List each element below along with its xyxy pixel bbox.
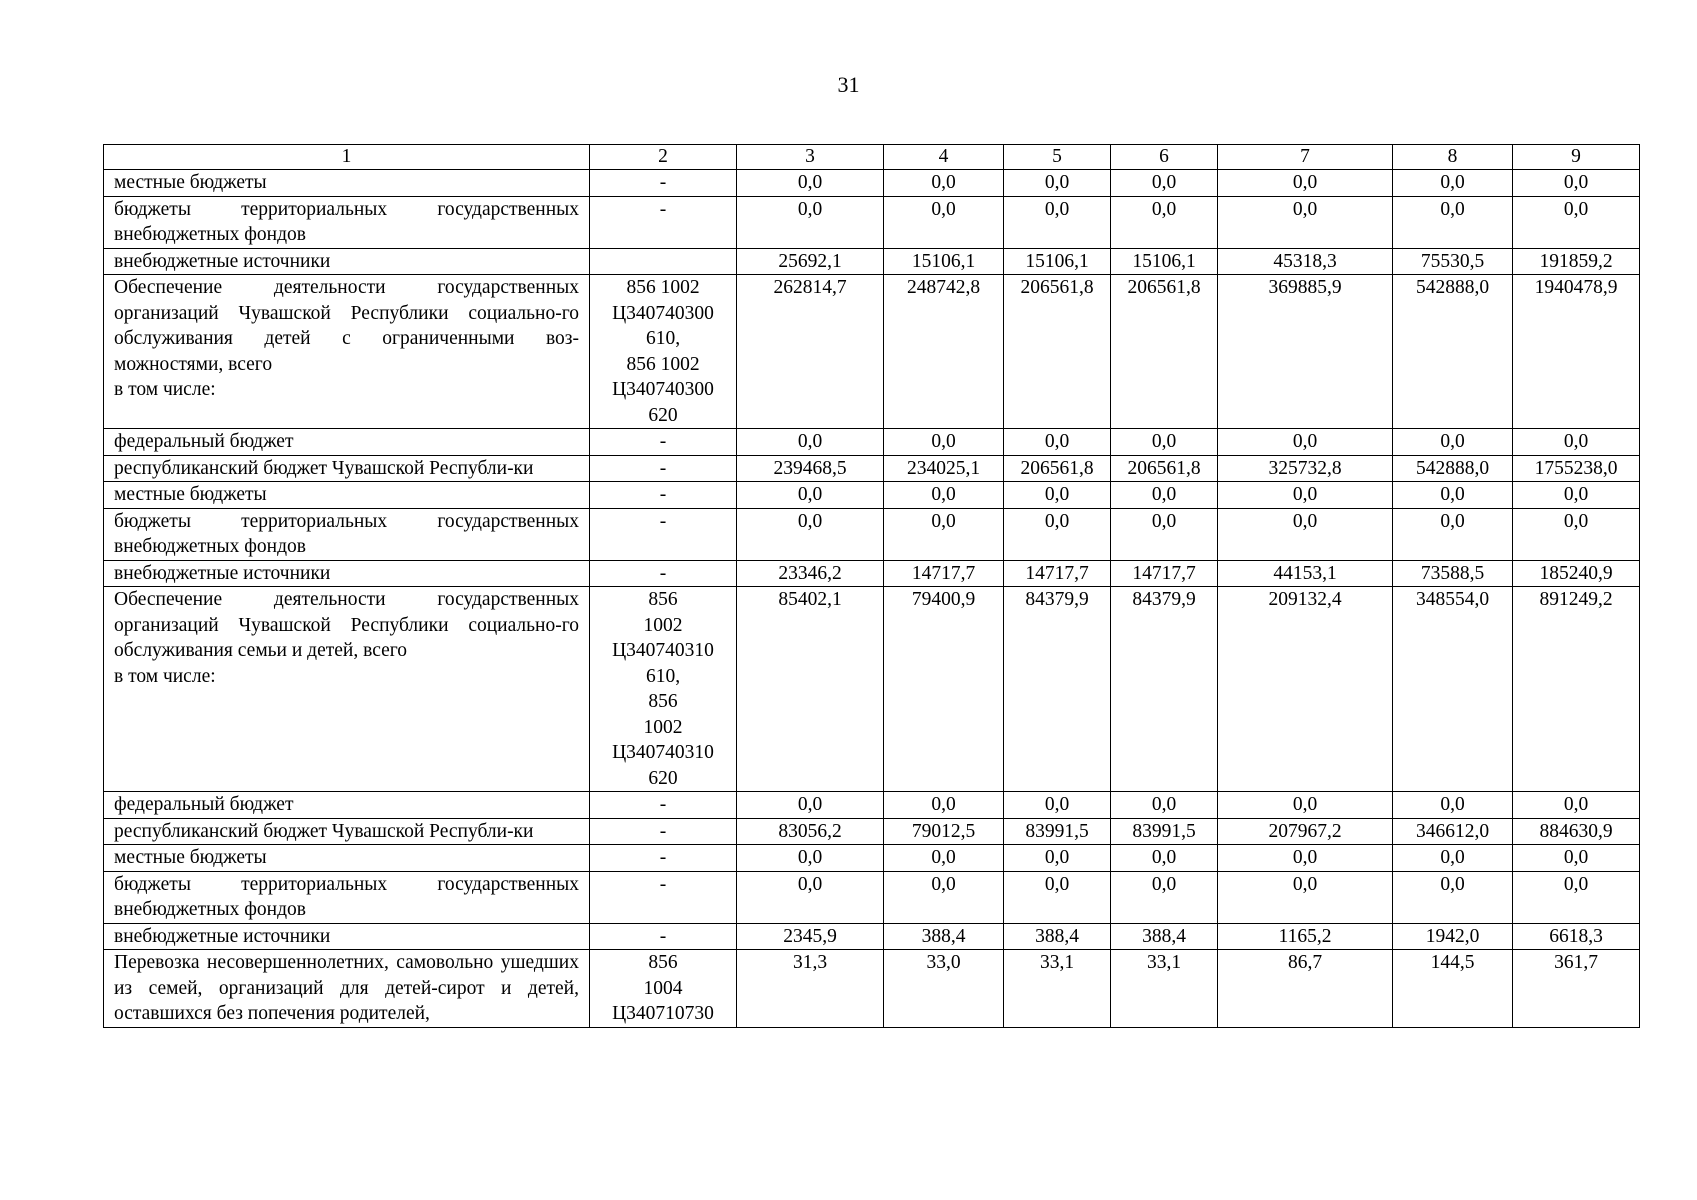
table-body [104, 170, 1640, 1028]
row-description: федеральный бюджет [104, 429, 590, 456]
row-description: Перевозка несовершеннолетних, самовольно ушедших из семей, организаций для детей-сирот и детей, оставшихся без попечения родителей, [104, 950, 590, 1028]
value-col-8: 1942,0 [1393, 923, 1513, 950]
value-col-7: 44153,1 [1218, 560, 1393, 587]
table-row [104, 560, 1640, 587]
value-col-8: 542888,0 [1393, 455, 1513, 482]
value-col-8: 75530,5 [1393, 248, 1513, 275]
value-col-6: 0,0 [1111, 845, 1218, 872]
value-col-9: 0,0 [1513, 482, 1640, 509]
row-description: республиканский бюджет Чувашской Республи-ки [104, 455, 590, 482]
budget-code: 856 1002 Ц340740300 610, 856 1002 Ц340740300 620 [590, 275, 737, 429]
value-col-8: 0,0 [1393, 429, 1513, 456]
value-col-6: 0,0 [1111, 482, 1218, 509]
budget-code: - [590, 429, 737, 456]
value-col-5: 84379,9 [1004, 587, 1111, 792]
column-header-7: 7 [1218, 145, 1393, 170]
budget-code: - [590, 170, 737, 197]
budget-code: - [590, 871, 737, 923]
table-row [104, 482, 1640, 509]
value-col-9: 891249,2 [1513, 587, 1640, 792]
value-col-4: 0,0 [884, 170, 1004, 197]
value-col-6: 206561,8 [1111, 455, 1218, 482]
value-col-5: 206561,8 [1004, 455, 1111, 482]
value-col-4: 388,4 [884, 923, 1004, 950]
table-row [104, 845, 1640, 872]
value-col-8: 542888,0 [1393, 275, 1513, 429]
value-col-9: 884630,9 [1513, 818, 1640, 845]
budget-code: - [590, 196, 737, 248]
value-col-4: 0,0 [884, 429, 1004, 456]
table-row [104, 923, 1640, 950]
value-col-4: 15106,1 [884, 248, 1004, 275]
budget-code: 856 1002 Ц340740310 610, 856 1002 Ц340740310 620 [590, 587, 737, 792]
column-header-1: 1 [104, 145, 590, 170]
value-col-7: 86,7 [1218, 950, 1393, 1028]
row-description: республиканский бюджет Чувашской Республи-ки [104, 818, 590, 845]
row-description: бюджеты территориальных государственных внебюджетных фондов [104, 196, 590, 248]
value-col-5: 14717,7 [1004, 560, 1111, 587]
table-row [104, 429, 1640, 456]
value-col-3: 83056,2 [737, 818, 884, 845]
value-col-9: 0,0 [1513, 871, 1640, 923]
value-col-7: 0,0 [1218, 482, 1393, 509]
value-col-6: 15106,1 [1111, 248, 1218, 275]
row-description: внебюджетные источники [104, 923, 590, 950]
value-col-3: 0,0 [737, 792, 884, 819]
value-col-8: 0,0 [1393, 871, 1513, 923]
table-row [104, 248, 1640, 275]
value-col-5: 0,0 [1004, 792, 1111, 819]
value-col-6: 0,0 [1111, 196, 1218, 248]
value-col-9: 1755238,0 [1513, 455, 1640, 482]
table-row [104, 508, 1640, 560]
value-col-3: 85402,1 [737, 587, 884, 792]
value-col-3: 0,0 [737, 508, 884, 560]
value-col-3: 23346,2 [737, 560, 884, 587]
page-number: 31 [837, 72, 860, 97]
value-col-6: 83991,5 [1111, 818, 1218, 845]
value-col-3: 239468,5 [737, 455, 884, 482]
value-col-8: 348554,0 [1393, 587, 1513, 792]
value-col-4: 0,0 [884, 871, 1004, 923]
value-col-5: 206561,8 [1004, 275, 1111, 429]
value-col-7: 209132,4 [1218, 587, 1393, 792]
budget-code: 856 1004 Ц340710730 [590, 950, 737, 1028]
value-col-3: 25692,1 [737, 248, 884, 275]
value-col-7: 0,0 [1218, 196, 1393, 248]
budget-code: - [590, 923, 737, 950]
value-col-8: 0,0 [1393, 170, 1513, 197]
value-col-5: 0,0 [1004, 845, 1111, 872]
value-col-5: 0,0 [1004, 196, 1111, 248]
value-col-6: 0,0 [1111, 871, 1218, 923]
table-row [104, 275, 1640, 429]
value-col-3: 31,3 [737, 950, 884, 1028]
value-col-7: 45318,3 [1218, 248, 1393, 275]
value-col-6: 0,0 [1111, 508, 1218, 560]
value-col-9: 0,0 [1513, 429, 1640, 456]
budget-code: - [590, 560, 737, 587]
row-description: бюджеты территориальных государственных внебюджетных фондов [104, 871, 590, 923]
value-col-7: 0,0 [1218, 170, 1393, 197]
value-col-3: 0,0 [737, 845, 884, 872]
row-description: местные бюджеты [104, 845, 590, 872]
value-col-5: 0,0 [1004, 871, 1111, 923]
row-description: бюджеты территориальных государственных внебюджетных фондов [104, 508, 590, 560]
value-col-5: 388,4 [1004, 923, 1111, 950]
value-col-4: 0,0 [884, 508, 1004, 560]
value-col-9: 185240,9 [1513, 560, 1640, 587]
value-col-3: 0,0 [737, 196, 884, 248]
value-col-7: 0,0 [1218, 792, 1393, 819]
value-col-4: 0,0 [884, 196, 1004, 248]
value-col-9: 0,0 [1513, 508, 1640, 560]
value-col-3: 0,0 [737, 482, 884, 509]
value-col-3: 0,0 [737, 871, 884, 923]
value-col-8: 0,0 [1393, 482, 1513, 509]
value-col-6: 388,4 [1111, 923, 1218, 950]
value-col-8: 144,5 [1393, 950, 1513, 1028]
value-col-9: 0,0 [1513, 170, 1640, 197]
value-col-6: 0,0 [1111, 170, 1218, 197]
budget-code: - [590, 792, 737, 819]
value-col-8: 73588,5 [1393, 560, 1513, 587]
budget-code: - [590, 455, 737, 482]
budget-code: - [590, 508, 737, 560]
value-col-9: 6618,3 [1513, 923, 1640, 950]
value-col-3: 2345,9 [737, 923, 884, 950]
value-col-9: 1940478,9 [1513, 275, 1640, 429]
column-header-6: 6 [1111, 145, 1218, 170]
column-header-4: 4 [884, 145, 1004, 170]
table-row [104, 587, 1640, 792]
column-header-3: 3 [737, 145, 884, 170]
row-description: Обеспечение деятельности государственных организаций Чувашской Республики социально-го обслуживания семьи и детей, всего в том числе: [104, 587, 590, 792]
value-col-4: 79012,5 [884, 818, 1004, 845]
value-col-5: 83991,5 [1004, 818, 1111, 845]
column-header-9: 9 [1513, 145, 1640, 170]
budget-code: - [590, 845, 737, 872]
value-col-4: 0,0 [884, 792, 1004, 819]
table-row [104, 196, 1640, 248]
value-col-9: 361,7 [1513, 950, 1640, 1028]
value-col-4: 79400,9 [884, 587, 1004, 792]
value-col-5: 0,0 [1004, 170, 1111, 197]
value-col-4: 0,0 [884, 845, 1004, 872]
value-col-9: 0,0 [1513, 792, 1640, 819]
value-col-7: 369885,9 [1218, 275, 1393, 429]
value-col-8: 0,0 [1393, 196, 1513, 248]
value-col-5: 15106,1 [1004, 248, 1111, 275]
value-col-7: 207967,2 [1218, 818, 1393, 845]
value-col-4: 248742,8 [884, 275, 1004, 429]
row-description: местные бюджеты [104, 482, 590, 509]
value-col-8: 346612,0 [1393, 818, 1513, 845]
value-col-3: 262814,7 [737, 275, 884, 429]
value-col-7: 0,0 [1218, 508, 1393, 560]
table-row [104, 950, 1640, 1028]
budget-code: - [590, 482, 737, 509]
column-header-5: 5 [1004, 145, 1111, 170]
value-col-6: 0,0 [1111, 792, 1218, 819]
value-col-7: 0,0 [1218, 429, 1393, 456]
value-col-7: 0,0 [1218, 845, 1393, 872]
value-col-5: 33,1 [1004, 950, 1111, 1028]
value-col-6: 0,0 [1111, 429, 1218, 456]
budget-table [103, 144, 1640, 1028]
table-row [104, 871, 1640, 923]
value-col-5: 0,0 [1004, 429, 1111, 456]
value-col-8: 0,0 [1393, 508, 1513, 560]
column-header-8: 8 [1393, 145, 1513, 170]
value-col-6: 84379,9 [1111, 587, 1218, 792]
value-col-4: 234025,1 [884, 455, 1004, 482]
row-description: федеральный бюджет [104, 792, 590, 819]
table-row [104, 792, 1640, 819]
table-row [104, 455, 1640, 482]
row-description: Обеспечение деятельности государственных организаций Чувашской Республики социально-го обслуживания детей с ограниченными воз-можностями, всего в том числе: [104, 275, 590, 429]
budget-code [590, 248, 737, 275]
row-description: внебюджетные источники [104, 560, 590, 587]
value-col-9: 0,0 [1513, 845, 1640, 872]
value-col-7: 325732,8 [1218, 455, 1393, 482]
value-col-5: 0,0 [1004, 482, 1111, 509]
value-col-7: 0,0 [1218, 871, 1393, 923]
value-col-3: 0,0 [737, 429, 884, 456]
value-col-4: 0,0 [884, 482, 1004, 509]
row-description: внебюджетные источники [104, 248, 590, 275]
value-col-5: 0,0 [1004, 508, 1111, 560]
value-col-6: 33,1 [1111, 950, 1218, 1028]
value-col-8: 0,0 [1393, 792, 1513, 819]
value-col-9: 191859,2 [1513, 248, 1640, 275]
value-col-7: 1165,2 [1218, 923, 1393, 950]
value-col-4: 33,0 [884, 950, 1004, 1028]
value-col-3: 0,0 [737, 170, 884, 197]
table-row [104, 818, 1640, 845]
row-description: местные бюджеты [104, 170, 590, 197]
table-row [104, 170, 1640, 197]
value-col-4: 14717,7 [884, 560, 1004, 587]
value-col-6: 14717,7 [1111, 560, 1218, 587]
header-row [104, 145, 1640, 170]
value-col-9: 0,0 [1513, 196, 1640, 248]
column-header-2: 2 [590, 145, 737, 170]
budget-code: - [590, 818, 737, 845]
value-col-8: 0,0 [1393, 845, 1513, 872]
value-col-6: 206561,8 [1111, 275, 1218, 429]
